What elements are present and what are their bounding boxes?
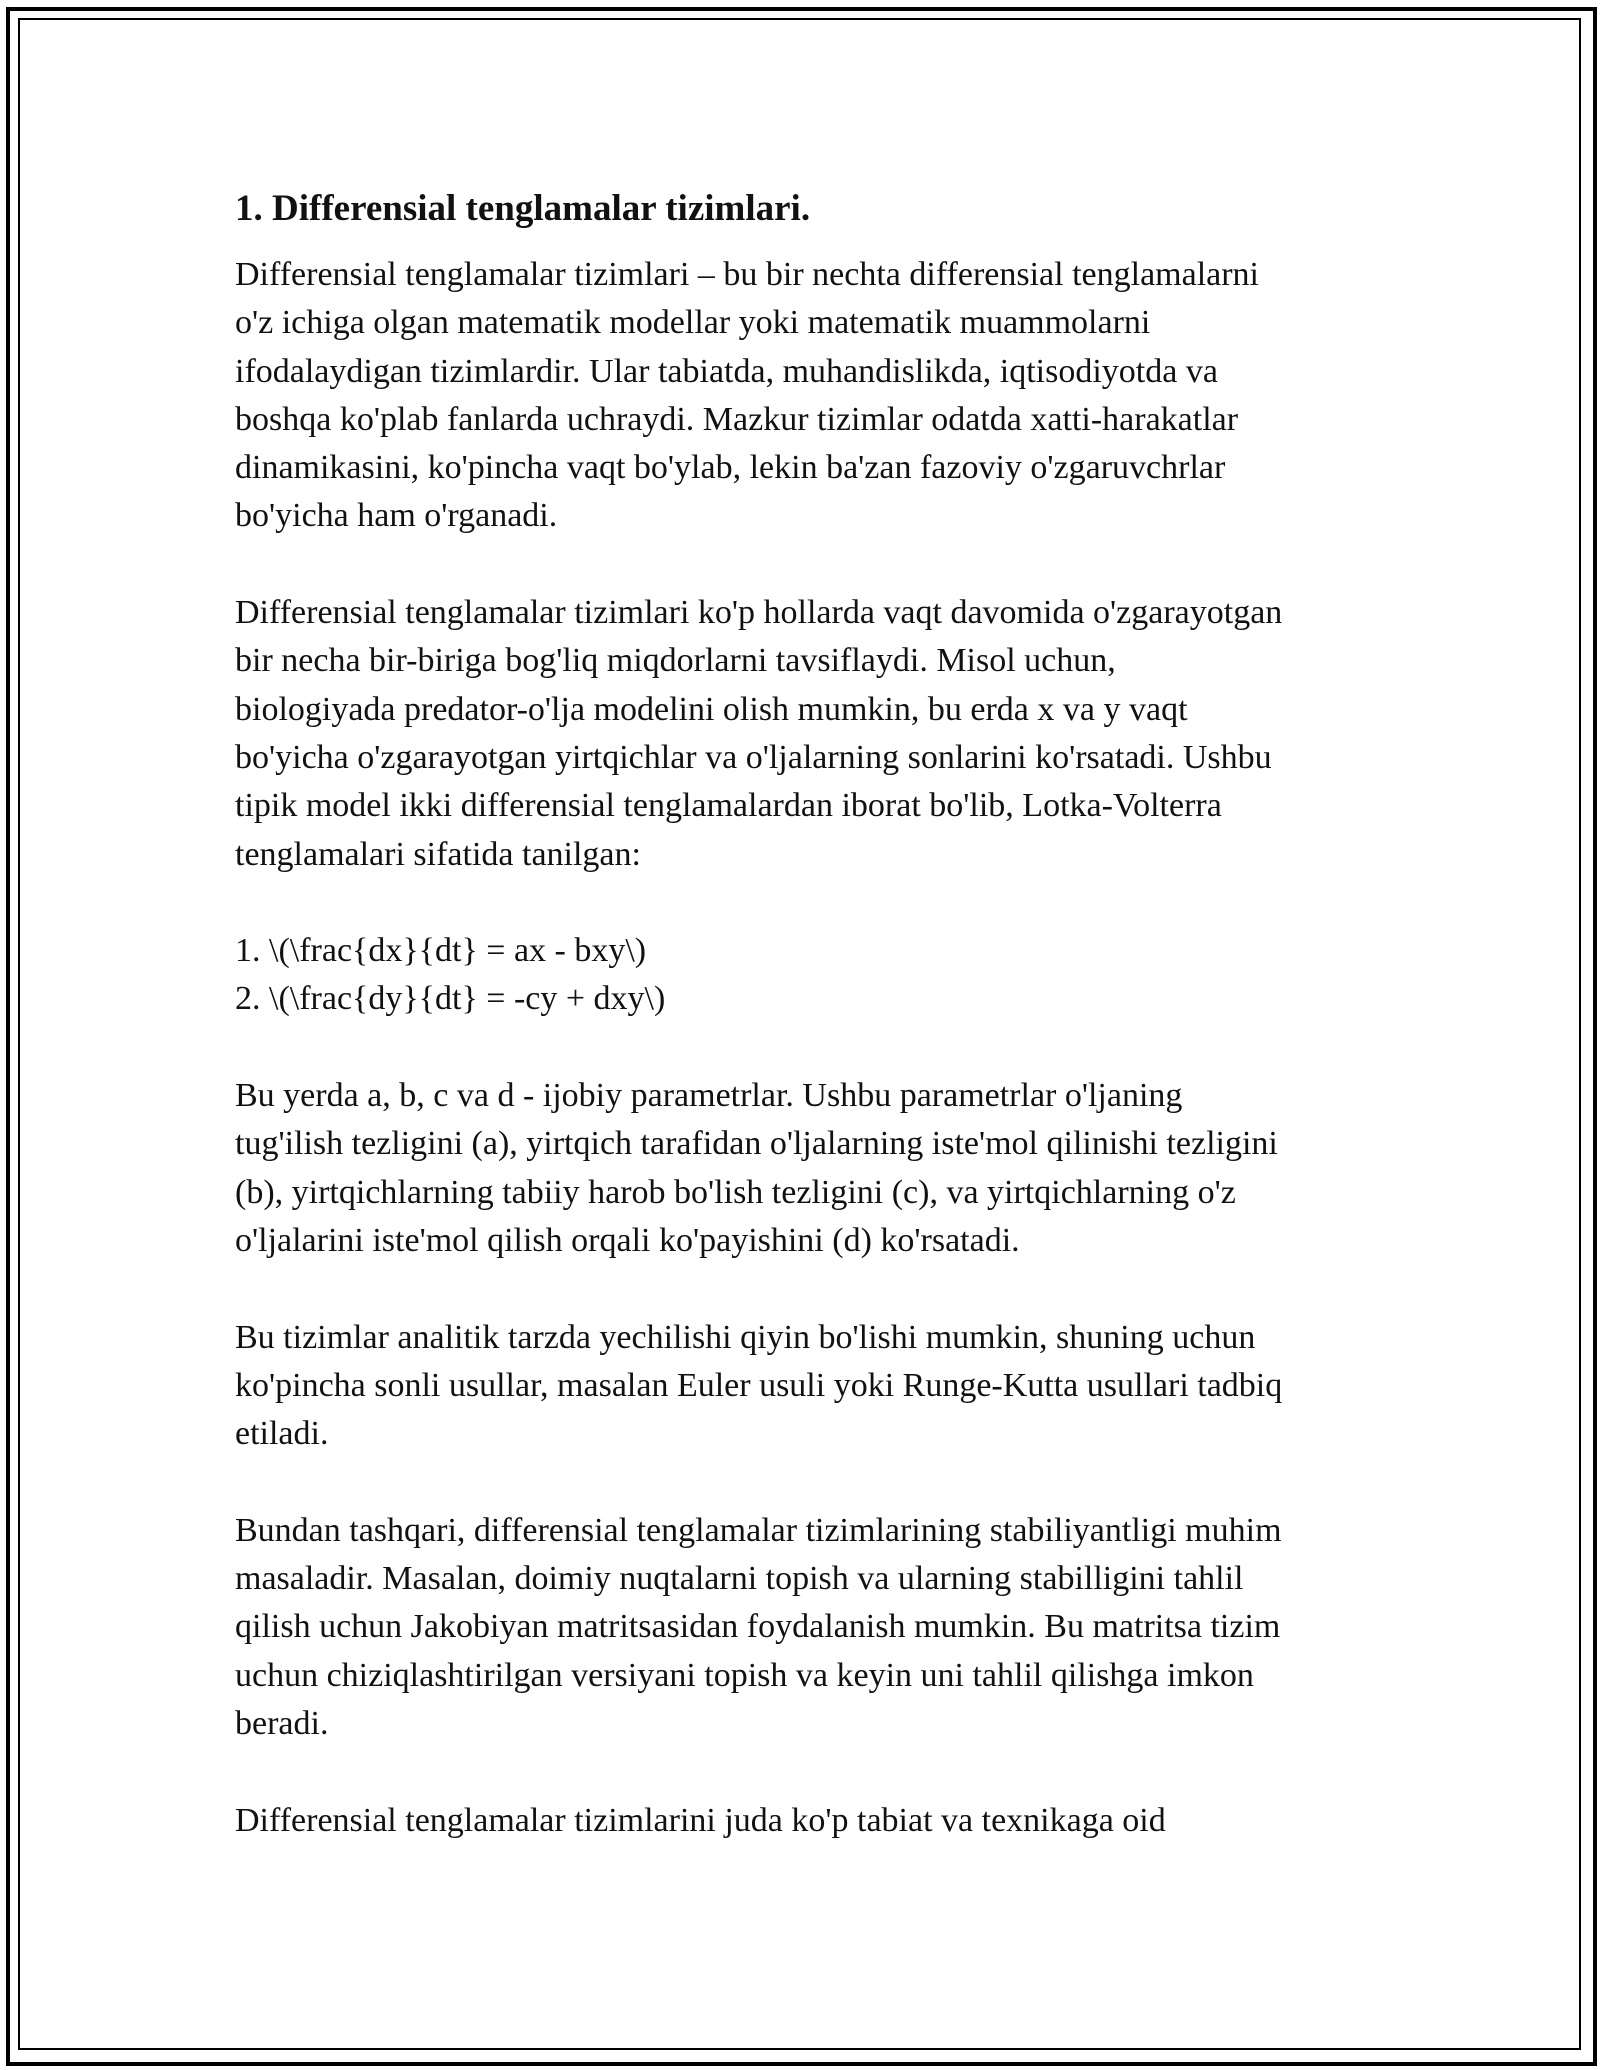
text-line: tipik model ikki differensial tenglamalardan iborat bo'lib, Lotka-Volterra: [235, 787, 1222, 825]
document-body: [235, 185, 1375, 1893]
paragraph-parameters: [235, 1072, 1375, 1265]
paragraph-predator-prey: [235, 589, 1375, 879]
text-line: Differensial tenglamalar tizimlari ko'p hollarda vaqt davomida o'zgarayotgan: [235, 594, 1283, 632]
section-heading: 1. Differensial tenglamalar tizimlari.: [235, 188, 811, 229]
paragraph-intro: [235, 251, 1375, 541]
text-line: ko'pincha sonli usullar, masalan Euler usuli yoki Runge-Kutta usullari tadbiq: [235, 1366, 1283, 1404]
text-line: ifodalaydigan tizimlardir. Ular tabiatda, muhandislikda, iqtisodiyotda va: [235, 352, 1218, 390]
text-line: (b), yirtqichlarning tabiiy harob bo'lish tezligini (c), va yirtqichlarning o'z: [235, 1173, 1236, 1211]
text-line: o'z ichiga olgan matematik modellar yoki matematik muammolarni: [235, 304, 1151, 342]
equation-1: 1. \(\frac{dx}{dt} = ax - bxy\): [235, 932, 647, 970]
equation-list: [235, 927, 1375, 1024]
text-line: boshqa ko'plab fanlarda uchraydi. Mazkur tizimlar odatda xatti-harakatlar: [235, 400, 1239, 438]
text-line: masaladir. Masalan, doimiy nuqtalarni topish va ularning stabilligini tahlil: [235, 1560, 1244, 1598]
paragraph-applications: [235, 1797, 1375, 1845]
text-line: uchun chiziqlashtirilgan versiyani topish va keyin uni tahlil qilishga imkon: [235, 1656, 1254, 1694]
text-line: dinamikasini, ko'pincha vaqt bo'ylab, lekin ba'zan fazoviy o'zgaruvchrlar: [235, 449, 1226, 487]
text-line: Differensial tenglamalar tizimlari – bu bir nechta differensial tenglamalarni: [235, 256, 1260, 293]
text-line: bir necha bir-biriga bog'liq miqdorlarni tavsiflaydi. Misol uchun,: [235, 642, 1116, 680]
text-line: Differensial tenglamalar tizimlarini juda ko'p tabiat va texnikaga oid: [235, 1801, 1166, 1839]
paragraph-stability: [235, 1507, 1375, 1748]
text-line: tug'ilish tezligini (a), yirtqich tarafidan o'ljalarning iste'mol qilinishi tezligini: [235, 1125, 1278, 1163]
text-line: etiladi.: [235, 1415, 329, 1453]
text-line: Bundan tashqari, differensial tenglamalar tizimlarining stabiliyantligi muhim: [235, 1511, 1282, 1549]
text-line: beradi.: [235, 1704, 329, 1742]
equation-2: 2. \(\frac{dy}{dt} = -cy + dxy\): [235, 980, 666, 1018]
text-line: o'ljalarini iste'mol qilish orqali ko'payishini (d) ko'rsatadi.: [235, 1221, 1020, 1259]
text-line: Bu tizimlar analitik tarzda yechilishi qiyin bo'lishi mumkin, shuning uchun: [235, 1318, 1256, 1356]
text-line: qilish uchun Jakobiyan matritsasidan foydalanish mumkin. Bu matritsa tizim: [235, 1608, 1281, 1646]
text-line: tenglamalari sifatida tanilgan:: [235, 835, 641, 873]
text-line: Bu yerda a, b, c va d - ijobiy parametrlar. Ushbu parametrlar o'ljaning: [235, 1077, 1183, 1115]
text-line: bo'yicha o'zgarayotgan yirtqichlar va o'ljalarning sonlarini ko'rsatadi. Ushbu: [235, 738, 1272, 776]
text-line: bo'yicha ham o'rganadi.: [235, 497, 558, 535]
text-line: biologiyada predator-o'lja modelini olish mumkin, bu erda x va y vaqt: [235, 690, 1188, 728]
paragraph-numerical-methods: [235, 1314, 1375, 1459]
